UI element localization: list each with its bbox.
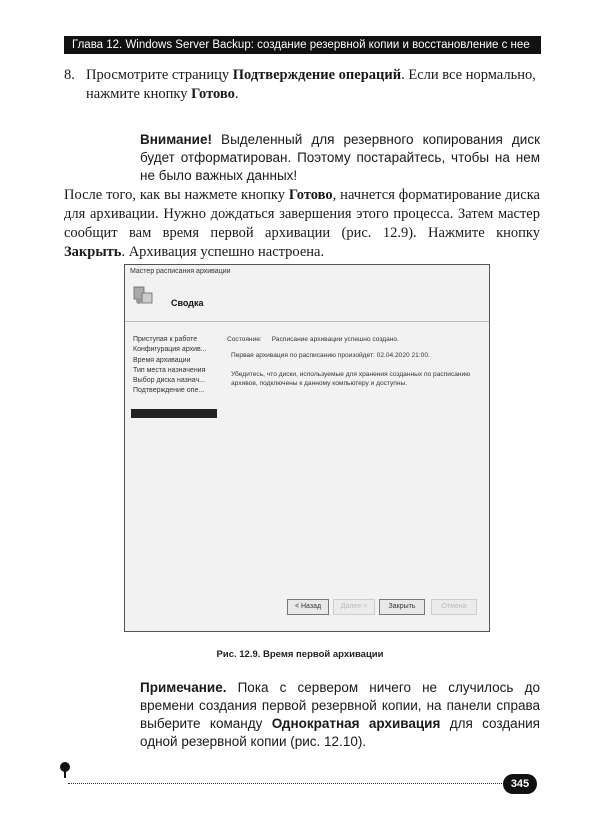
wizard-screenshot (124, 264, 490, 632)
status-label: Состояние: (227, 336, 262, 343)
after-paragraph (64, 186, 540, 262)
warning-text: Выделенный для резервного копирования диск будет отформатирован. Поэтому постарайтесь, чтобы на нем не было важных данных! (140, 132, 540, 183)
step-bold-1: Подтверждение операций (232, 67, 402, 83)
wizard-divider (125, 321, 489, 322)
step-text-2: . Если все нормально, нажмите кнопку (86, 67, 536, 102)
disk-note: Убедитесь, что диски, используемые для хранения созданных по расписанию архивов, подключены к данному компьютеру и доступны. (231, 371, 471, 387)
backup-wizard-icon (131, 283, 155, 307)
step-text-1: Просмотрите страницу (86, 67, 233, 83)
page-number: 345 (503, 774, 537, 794)
nav-item-backup-config[interactable]: Конфигурация архив... (133, 346, 207, 354)
after-text-2: , начнется форматирование диска для архивации. Нужно дождаться завершения этого процесса. Затем мастер сообщит вам время первой архивации (рис. 12.9). Нажмите кнопку (64, 187, 540, 241)
warning-label: Внимание! (140, 132, 212, 147)
footer-dotted-line (68, 783, 504, 784)
first-backup-time: Первая архивация по расписанию произойдет: 02.04.2020 21:00. (231, 352, 430, 359)
step-bold-2: Готово (191, 86, 235, 102)
after-text-3: . Архивация успешно настроена. (121, 244, 325, 260)
nav-selected-bar (131, 409, 217, 418)
note-label: Примечание. (140, 680, 227, 695)
nav-item-backup-time[interactable]: Время архивации (133, 356, 191, 364)
nav-item-select-disk[interactable]: Выбор диска назнач... (133, 377, 205, 385)
status-line (227, 335, 399, 344)
step-text-3: . (234, 86, 239, 102)
next-button[interactable]: Далее > (333, 599, 375, 615)
chapter-header: Глава 12. Windows Server Backup: создание резервной копии и восстановление с нее (64, 36, 541, 54)
note-text-1: Пока с сервером ничего не случилось до времени создания первой резервной копии, на панели справа выберите команду (140, 680, 540, 731)
nav-item-getting-started[interactable]: Приступая к работе (133, 336, 198, 343)
wizard-window-title: Мастер расписания архивации (130, 268, 231, 275)
step-8-paragraph (64, 66, 540, 104)
step-number: 8. (64, 67, 75, 83)
after-bold-2: Закрыть (64, 244, 122, 260)
nav-item-confirmation[interactable]: Подтверждение опе... (133, 387, 205, 395)
figure-caption: Рис. 12.9. Время первой архивации (216, 649, 384, 660)
back-button[interactable]: < Назад (287, 599, 329, 615)
after-text-1: После того, как вы нажмете кнопку (64, 187, 289, 203)
note-block (140, 679, 540, 751)
after-bold-1: Готово (288, 187, 333, 203)
cancel-button[interactable]: Отмена (431, 599, 477, 615)
nav-item-destination-type[interactable]: Тип места назначения (133, 366, 206, 374)
note-bold-1: Однократная архивация (271, 716, 441, 731)
status-value: Расписание архивации успешно создано. (271, 336, 399, 343)
wizard-heading: Сводка (171, 298, 204, 308)
warning-block (140, 131, 540, 185)
wizard-nav (133, 335, 219, 397)
close-button[interactable]: Закрыть (379, 599, 425, 615)
footer-stem (64, 770, 66, 778)
note-text-2: для создания одной резервной копии (рис. 12.10). (140, 716, 540, 749)
